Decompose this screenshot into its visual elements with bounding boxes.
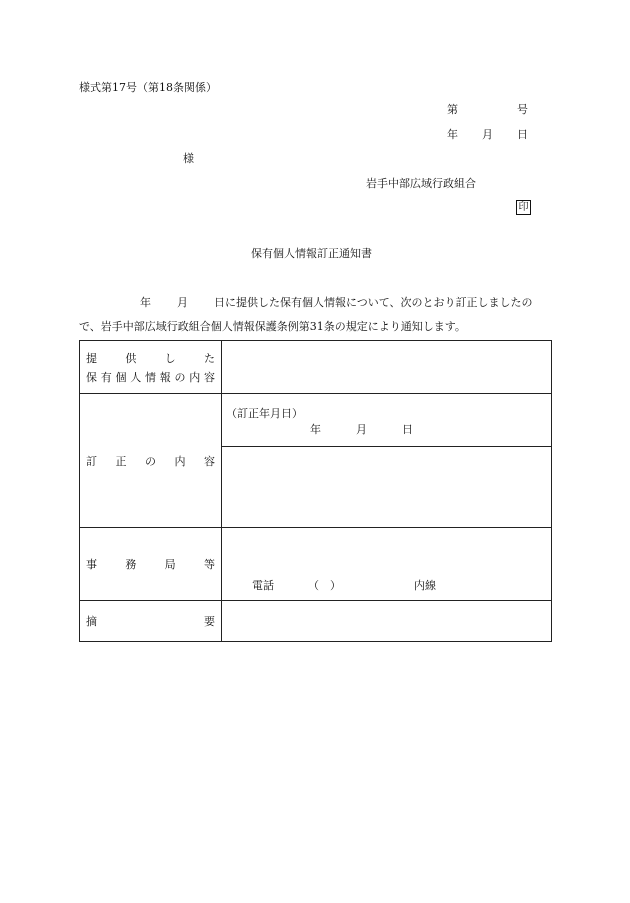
table-row — [80, 394, 552, 447]
issue-date-year: 年 — [447, 128, 458, 141]
correction-date-year: 年 — [310, 423, 321, 436]
correction-date-label: （訂正年月日） — [226, 407, 303, 420]
provided-info-label-cell — [80, 341, 222, 394]
remarks-value-cell — [222, 601, 552, 642]
body-text-line1 — [140, 297, 533, 308]
document-number-suffix: 号 — [517, 103, 528, 116]
seal-mark: 印 — [516, 200, 531, 215]
correction-label: 訂 正 の 内 容 — [86, 454, 215, 468]
document-title: 保有個人情報訂正通知書 — [251, 247, 372, 260]
remarks-label: 摘 要 — [86, 615, 215, 628]
provided-info-value-cell — [222, 341, 552, 394]
office-value-cell — [222, 528, 552, 601]
correction-content-cell — [222, 447, 552, 528]
table-row — [80, 601, 552, 642]
body-year: 年 — [140, 296, 151, 309]
recipient-honorific: 様 — [183, 152, 194, 165]
phone-parentheses: （ ） — [308, 579, 341, 592]
sender-organization: 岩手中部広域行政組合 — [366, 177, 476, 190]
correction-label-cell — [80, 394, 222, 528]
remarks-label-cell — [80, 601, 222, 642]
office-label: 事 務 局 等 — [86, 558, 215, 571]
form-number: 様式第17号（第18条関係） — [79, 81, 217, 94]
body-line1-rest: 日に提供した保有個人情報について、次のとおり訂正しましたの — [214, 296, 533, 309]
issue-date-month: 月 — [482, 128, 493, 141]
table-row — [80, 528, 552, 601]
table-row — [80, 341, 552, 394]
correction-date-month: 月 — [356, 423, 367, 436]
document-number-prefix: 第 — [447, 103, 458, 116]
office-label-cell — [80, 528, 222, 601]
body-month: 月 — [177, 296, 188, 309]
issue-date-day: 日 — [517, 128, 528, 141]
provided-label-line1: 提 供 し た — [86, 351, 215, 365]
provided-label-line2: 保 有 個 人 情 報 の 内 容 — [86, 370, 215, 384]
extension-label: 内線 — [414, 579, 436, 592]
phone-label: 電話 — [252, 579, 274, 592]
correction-date-day: 日 — [402, 423, 413, 436]
correction-form-table — [79, 340, 552, 642]
body-text-line2: で、岩手中部広域行政組合個人情報保護条例第31条の規定により通知します。 — [79, 320, 466, 333]
correction-date-cell — [222, 394, 552, 447]
